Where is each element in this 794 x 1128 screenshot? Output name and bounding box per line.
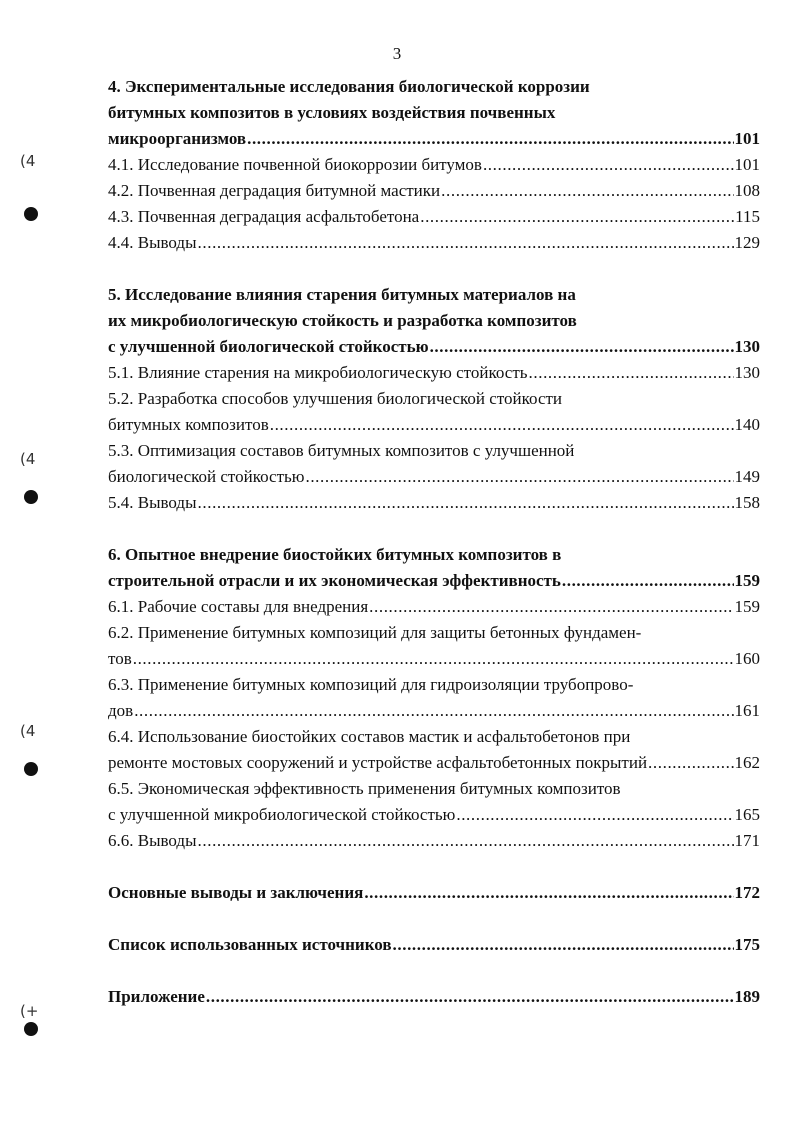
toc-entry-5-4: 5.4. Выводы ..... 158 [108, 490, 760, 516]
toc-entry-4-3: 4.3. Почвенная деградация асфальтобетона ..... 115 [108, 204, 760, 230]
toc-line: 6.5. Экономическая эффективность применения битумных композитов [108, 779, 621, 798]
toc-entry-5: с улучшенной биологической стойкостью ..... 130 [108, 334, 760, 360]
toc-entry-6-3: дов ..... 161 [108, 698, 760, 724]
toc-page: 108 [734, 181, 760, 200]
toc-page: 175 [734, 935, 760, 954]
toc-line: 6. Опытное внедрение биостойких битумных композитов в [108, 545, 562, 564]
toc-entry-6-6: 6.6. Выводы ..... 171 [108, 828, 760, 854]
toc-line: 5.2. Разработка способов улучшения биологической стойкости [108, 389, 563, 408]
toc-entry-appendix: Приложение ..... 189 [108, 984, 760, 1010]
toc-page: 189 [734, 987, 760, 1006]
toc-page: 130 [734, 337, 760, 356]
toc-entry-6-2: тов ..... 160 [108, 646, 760, 672]
toc-entry-4-2: 4.2. Почвенная деградация битумной мастики ..... 108 [108, 178, 760, 204]
toc-entry-4-1: 4.1. Исследование почвенной биокоррозии битумов ..... 101 [108, 152, 760, 178]
toc-line: 4. Экспериментальные исследования биологической коррозии [108, 77, 590, 96]
toc-entry-6: строительной отрасли и их экономическая эффективность ..... 159 [108, 568, 760, 594]
margin-dot-icon [24, 207, 38, 221]
toc-page: 101 [734, 129, 760, 148]
margin-dot-icon [24, 762, 38, 776]
toc-line: 6.2. Применение битумных композиций для защиты бетонных фундамен- [108, 623, 642, 642]
toc-page: 161 [734, 701, 760, 720]
toc-page: 160 [734, 649, 760, 668]
margin-mark-symbol: (+ [20, 1002, 39, 1020]
toc-line: битумных композитов в условиях воздействия почвенных [108, 103, 556, 122]
toc-entry-6-5: с улучшенной микробиологической стойкостью ..... 165 [108, 802, 760, 828]
toc-entry-references: Список использованных источников ..... 175 [108, 932, 760, 958]
toc-page: 115 [735, 207, 760, 226]
toc-line: их микробиологическую стойкость и разработка композитов [108, 311, 577, 330]
toc-page: 171 [734, 831, 760, 850]
toc-entry-6-1: 6.1. Рабочие составы для внедрения ..... 159 [108, 594, 760, 620]
toc-page: 130 [734, 363, 760, 382]
toc-entry-5-3: биологической стойкостью ..... 149 [108, 464, 760, 490]
toc-entry-4: микроорганизмов ..... 101 [108, 126, 760, 152]
toc-entry-4-4: 4.4. Выводы ..... 129 [108, 230, 760, 256]
toc-entry-conclusions: Основные выводы и заключения ..... 172 [108, 880, 760, 906]
toc-entry-5-2: битумных композитов ..... 140 [108, 412, 760, 438]
margin-dot-icon [24, 1022, 38, 1036]
margin-dot-icon [24, 490, 38, 504]
toc-line: 6.4. Использование биостойких составов мастик и асфальтобетонов при [108, 727, 631, 746]
toc-page: 158 [734, 493, 760, 512]
table-of-contents [108, 74, 760, 1010]
toc-page: 159 [734, 597, 760, 616]
toc-page: 172 [734, 883, 760, 902]
margin-mark-symbol: (4 [20, 450, 36, 468]
toc-page: 159 [734, 571, 760, 590]
toc-line: 5.3. Оптимизация составов битумных композитов с улучшенной [108, 441, 575, 460]
toc-page: 140 [734, 415, 760, 434]
toc-entry-6-4: ремонте мостовых сооружений и устройстве асфальтобетонных покрытий ..... 162 [108, 750, 760, 776]
margin-mark-symbol: (4 [20, 152, 36, 170]
toc-page: 149 [734, 467, 760, 486]
page-number: 3 [392, 44, 402, 63]
margin-mark-symbol: (4 [20, 722, 36, 740]
toc-line: 5. Исследование влияния старения битумных материалов на [108, 285, 576, 304]
toc-page: 162 [734, 753, 760, 772]
toc-page: 165 [734, 805, 760, 824]
toc-entry-5-1: 5.1. Влияние старения на микробиологическую стойкость ..... 130 [108, 360, 760, 386]
toc-line: 6.3. Применение битумных композиций для гидроизоляции трубопрово- [108, 675, 634, 694]
toc-page: 129 [734, 233, 760, 252]
toc-page: 101 [734, 155, 760, 174]
